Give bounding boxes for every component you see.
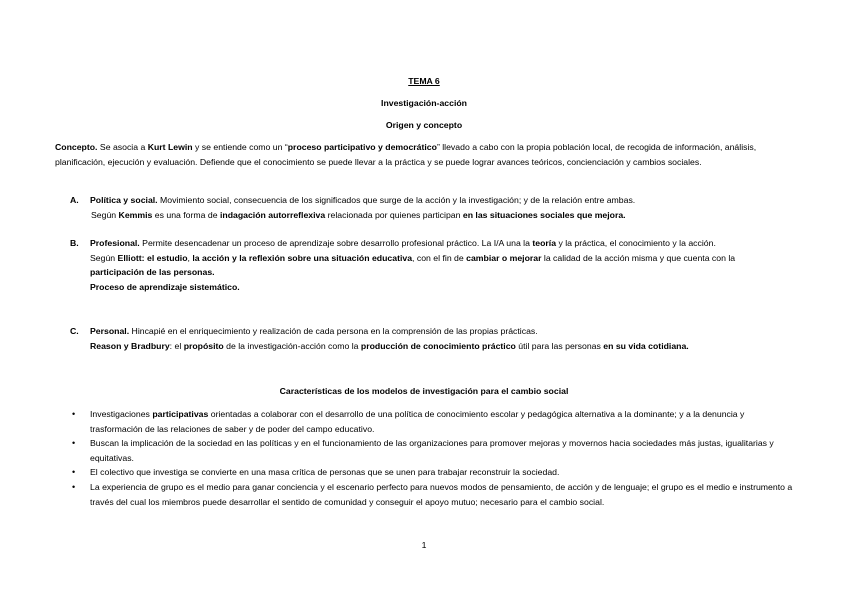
bullet-icon: • xyxy=(72,438,76,449)
item-text: y la práctica, el conocimiento y la acción. xyxy=(556,238,716,248)
item-text: , xyxy=(187,252,193,263)
concept-text: y se entiende como un “ xyxy=(192,142,288,152)
item-label: Personal. xyxy=(90,326,130,336)
item-keyword: indagación autorreflexiva xyxy=(219,209,326,220)
list-item xyxy=(70,480,795,509)
concept-keyword: proceso participativo y democrático xyxy=(287,142,437,152)
item-line xyxy=(90,208,790,223)
concept-paragraph xyxy=(55,140,795,169)
page-title: TEMA 6 xyxy=(408,76,440,86)
item-line xyxy=(90,236,790,251)
bullet-icon: • xyxy=(72,481,76,492)
section-title: Características de los modelos de investigación para el cambio social xyxy=(279,386,569,396)
list-item-b xyxy=(70,236,790,294)
bullet-text: Investigaciones xyxy=(90,409,153,419)
bullet-text: La experiencia de grupo es el medio para ganar conciencia y el escenario perfecto para nuevos modos de pensamiento, de acción y de lenguaje; el grupo es el medio e instrumento a través del cual los miembros puede desarrollar el sentido de comunidad y conseguir el apoyo mutuo; necesario para el cambio social. xyxy=(90,481,793,507)
item-text: Permite desencadenar un proceso de aprendizaje sobre desarrollo profesional práctico. La I/A una la xyxy=(139,238,533,248)
item-line xyxy=(90,324,790,339)
item-text: Movimiento social, consecuencia de los significados que surge de la acción y la investigación; y de la relación entre ambas. xyxy=(157,195,636,205)
item-keyword: en su vida cotidiana. xyxy=(603,340,689,351)
concept-label: Concepto. xyxy=(55,142,98,152)
page-subtitle: Investigación-acción xyxy=(381,98,467,108)
bullet-list xyxy=(70,407,795,509)
list-item xyxy=(70,465,795,480)
list-item xyxy=(70,436,795,465)
list-letter: B. xyxy=(70,238,79,248)
item-author: Elliott: el estudio xyxy=(117,252,188,263)
page-number: 1 xyxy=(421,540,427,550)
bullet-text: El colectivo que investiga se convierte en una masa crítica de personas que se unen para trabajar reconstruir la sociedad. xyxy=(90,467,560,478)
item-keyword: en las situaciones sociales que mejora. xyxy=(462,209,626,220)
item-line xyxy=(90,251,790,280)
item-keyword: propósito xyxy=(183,340,224,351)
bullet-keyword: participativas xyxy=(152,409,209,419)
item-author: Reason y Bradbury xyxy=(90,340,170,351)
list-letter: C. xyxy=(70,326,79,336)
item-keyword: cambiar o mejorar xyxy=(466,252,542,263)
item-line xyxy=(90,193,790,208)
item-text: relacionada por quienes participan xyxy=(325,209,463,220)
bullet-text: Buscan la implicación de la sociedad en las políticas y en el funcionamiento de las organizaciones para promover mejoras y movernos hacia sociedades más justas, igualitarias y equitativas. xyxy=(90,438,774,463)
item-keyword: teoría xyxy=(532,238,557,248)
list-letter: A. xyxy=(70,195,79,205)
item-label: Profesional. xyxy=(90,238,140,248)
item-keyword: producción de conocimiento práctico xyxy=(360,340,516,351)
item-line xyxy=(90,339,790,354)
item-text: es una forma de xyxy=(152,209,220,220)
item-text: útil para las personas xyxy=(515,340,604,351)
item-text: Según xyxy=(90,252,118,263)
section-heading-origin: Origen y concepto xyxy=(385,120,463,130)
bullet-icon: • xyxy=(72,409,76,419)
item-author: Kemmis xyxy=(118,209,153,220)
concept-text: Se asocia a xyxy=(97,142,148,152)
concept-author: Kurt Lewin xyxy=(147,142,193,152)
bullet-icon: • xyxy=(72,467,76,478)
list-item-c xyxy=(70,324,790,353)
list-item-a xyxy=(70,193,790,222)
bullet-text: orientadas a colaborar con el desarrollo de una política de conocimiento escolar y pedagógica alternativa a la dominante; y a la denuncia y trasformación de las relaciones de saber y de poder del campo educativo. xyxy=(90,409,745,434)
concept-text: ” llevado a cabo con la propia población local, de recogida de información, análisis, planificación, ejecución y evaluación. Defiende que el conocimiento se puede llevar a la práctica y se puede lograr avances teóricos, concienciación y cambios sociales. xyxy=(55,142,757,167)
item-keyword: Proceso de aprendizaje sistemático. xyxy=(90,281,240,292)
item-text: la calidad de la acción misma y que cuenta con la xyxy=(541,252,736,263)
item-keyword: la acción y la reflexión sobre una situación educativa xyxy=(192,252,413,263)
list-item xyxy=(70,407,795,436)
item-text: : el xyxy=(169,340,184,351)
item-text: Según xyxy=(91,209,119,220)
item-label: Política y social. xyxy=(90,195,158,205)
item-keyword: participación de las personas. xyxy=(90,267,215,278)
item-text: de la investigación-acción como la xyxy=(223,340,361,351)
item-text: Hincapié en el enriquecimiento y realización de cada persona en la comprensión de las propias prácticas. xyxy=(129,326,538,336)
item-text: , con el fin de xyxy=(412,252,467,263)
